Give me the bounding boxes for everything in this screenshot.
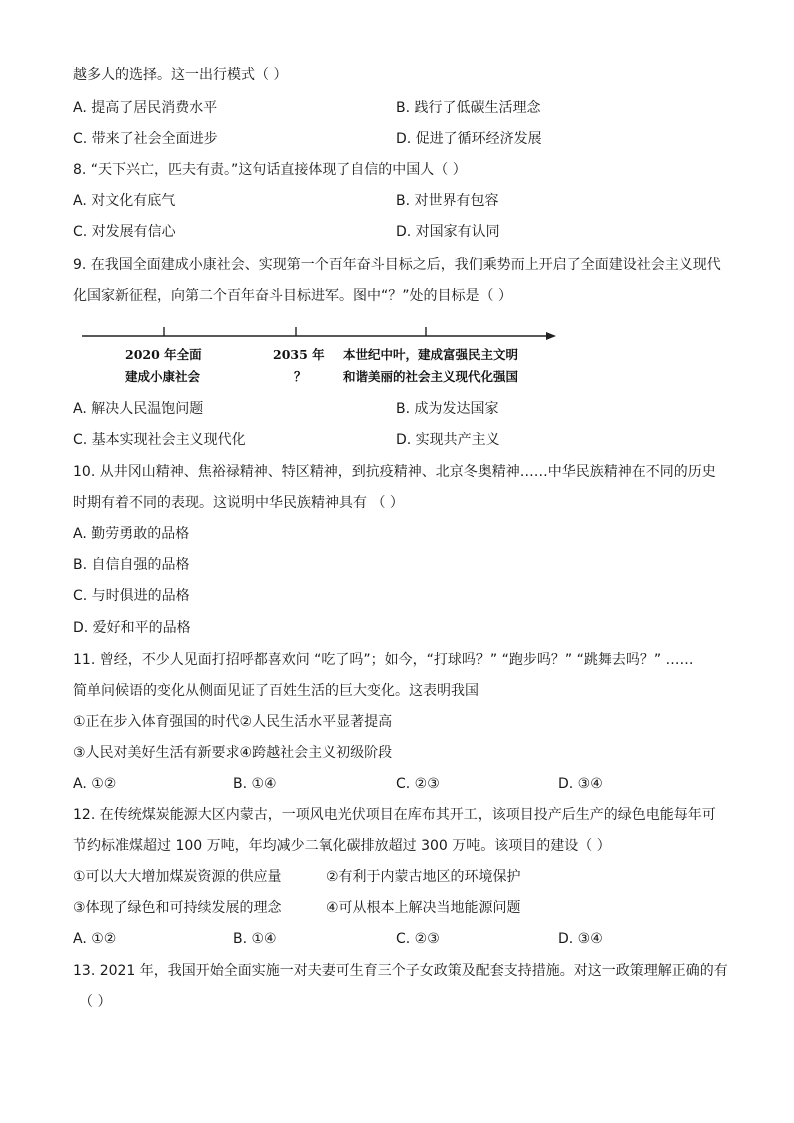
q9-option-d[interactable]: D. 实现共产主义 xyxy=(396,432,500,448)
q11-option-a[interactable]: A. ①② xyxy=(73,776,117,792)
q11-statement-line1: ①正在步入体育强国的时代②人民生活水平显著提高 xyxy=(73,714,393,730)
q9-option-b[interactable]: B. 成为发达国家 xyxy=(396,401,499,417)
q8-option-b[interactable]: B. 对世界有包容 xyxy=(396,193,499,209)
q11-stem-line2: 简单问候语的变化从侧面见证了百姓生活的巨大变化。这表明我国 xyxy=(73,683,479,699)
timeline-label-2035-question-mark: ？ xyxy=(294,369,307,384)
q12-option-b[interactable]: B. ①④ xyxy=(233,931,277,947)
q9-option-c[interactable]: C. 基本实现社会主义现代化 xyxy=(73,432,246,448)
q7-option-a[interactable]: A. 提高了居民消费水平 xyxy=(73,100,218,116)
q11-statement-line2: ③人民对美好生活有新要求④跨越社会主义初级阶段 xyxy=(73,745,393,761)
timeline-arrowhead-icon xyxy=(546,332,556,340)
q12-statement-4: ④可从根本上解决当地能源问题 xyxy=(326,900,521,916)
timeline-label-2020-line2: 建成小康社会 xyxy=(125,369,201,384)
q12-option-c[interactable]: C. ②③ xyxy=(396,931,440,947)
q12-stem-line1: 12. 在传统煤炭能源大区内蒙古，一项风电光伏项目在库布其开工，该项目投产后生产的绿色电能每年可 xyxy=(73,807,716,823)
q12-option-a[interactable]: A. ①② xyxy=(73,931,117,947)
q11-option-b[interactable]: B. ①④ xyxy=(233,776,277,792)
q12-statement-3: ③体现了绿色和可持续发展的理念 xyxy=(73,900,282,916)
timeline-label-mid-century-line2: 和谐美丽的社会主义现代化强国 xyxy=(343,369,519,384)
timeline-label-2035-line1: 2035 年 xyxy=(273,347,325,362)
q7-option-b[interactable]: B. 践行了低碳生活理念 xyxy=(396,100,541,116)
q8-stem: 8. “天下兴亡，匹夫有责。”这句话直接体现了自信的中国人（ ） xyxy=(73,162,467,178)
q7-option-d[interactable]: D. 促进了循环经济发展 xyxy=(396,131,542,147)
q7-option-c[interactable]: C. 带来了社会全面进步 xyxy=(73,131,218,147)
q10-stem-line2: 时期有着不同的表现。这说明中华民族精神具有 （ ） xyxy=(73,495,404,511)
q12-stem-line2: 节约标准煤超过 100 万吨，年均减少二氧化碳排放超过 300 万吨。该项目的建设（ ） xyxy=(73,838,611,854)
q10-option-a[interactable]: A. 勤劳勇敢的品格 xyxy=(73,526,190,542)
q10-option-c[interactable]: C. 与时俱进的品格 xyxy=(73,588,190,604)
timeline-label-mid-century-line1: 本世纪中叶，建成富强民主文明 xyxy=(343,347,519,362)
q8-option-c[interactable]: C. 对发展有信心 xyxy=(73,224,176,240)
q8-option-a[interactable]: A. 对文化有底气 xyxy=(73,193,176,209)
q12-option-d[interactable]: D. ③④ xyxy=(558,931,603,947)
q7-stem-continuation: 越多人的选择。这一出行模式（ ） xyxy=(73,67,288,83)
q10-option-d[interactable]: D. 爱好和平的品格 xyxy=(73,620,191,636)
q11-stem-line1: 11. 曾经，不少人见面打招呼都喜欢问 “吃了吗”；如今，“打球吗？” “跑步吗？” “跳舞去吗？” …… xyxy=(73,652,694,668)
q9-stem-line1: 9. 在我国全面建成小康社会、实现第一个百年奋斗目标之后，我们乘势而上开启了全面建设社会主义现代 xyxy=(73,257,721,273)
q11-option-d[interactable]: D. ③④ xyxy=(558,776,603,792)
q9-option-a[interactable]: A. 解决人民温饱问题 xyxy=(73,401,204,417)
timeline-label-2020-line1: 2020 年全面 xyxy=(125,347,202,362)
q13-answer-bracket: （ ） xyxy=(79,994,112,1010)
q9-timeline-figure xyxy=(80,320,570,392)
q9-stem-line2: 化国家新征程，向第二个百年奋斗目标进军。图中“？”处的目标是（ ） xyxy=(73,288,512,304)
q13-stem-line1: 13. 2021 年，我国开始全面实施一对夫妻可生育三个子女政策及配套支持措施。对这一政策理解正确的有 xyxy=(73,963,728,979)
q11-option-c[interactable]: C. ②③ xyxy=(396,776,440,792)
q8-option-d[interactable]: D. 对国家有认同 xyxy=(396,224,500,240)
q10-stem-line1: 10. 从井冈山精神、焦裕禄精神、特区精神，到抗疫精神、北京冬奥精神……中华民族精神在不同的历史 xyxy=(73,464,716,480)
q10-option-b[interactable]: B. 自信自强的品格 xyxy=(73,557,190,573)
q12-statement-2: ②有利于内蒙古地区的环境保护 xyxy=(326,869,521,885)
q12-statement-1: ①可以大大增加煤炭资源的供应量 xyxy=(73,869,282,885)
